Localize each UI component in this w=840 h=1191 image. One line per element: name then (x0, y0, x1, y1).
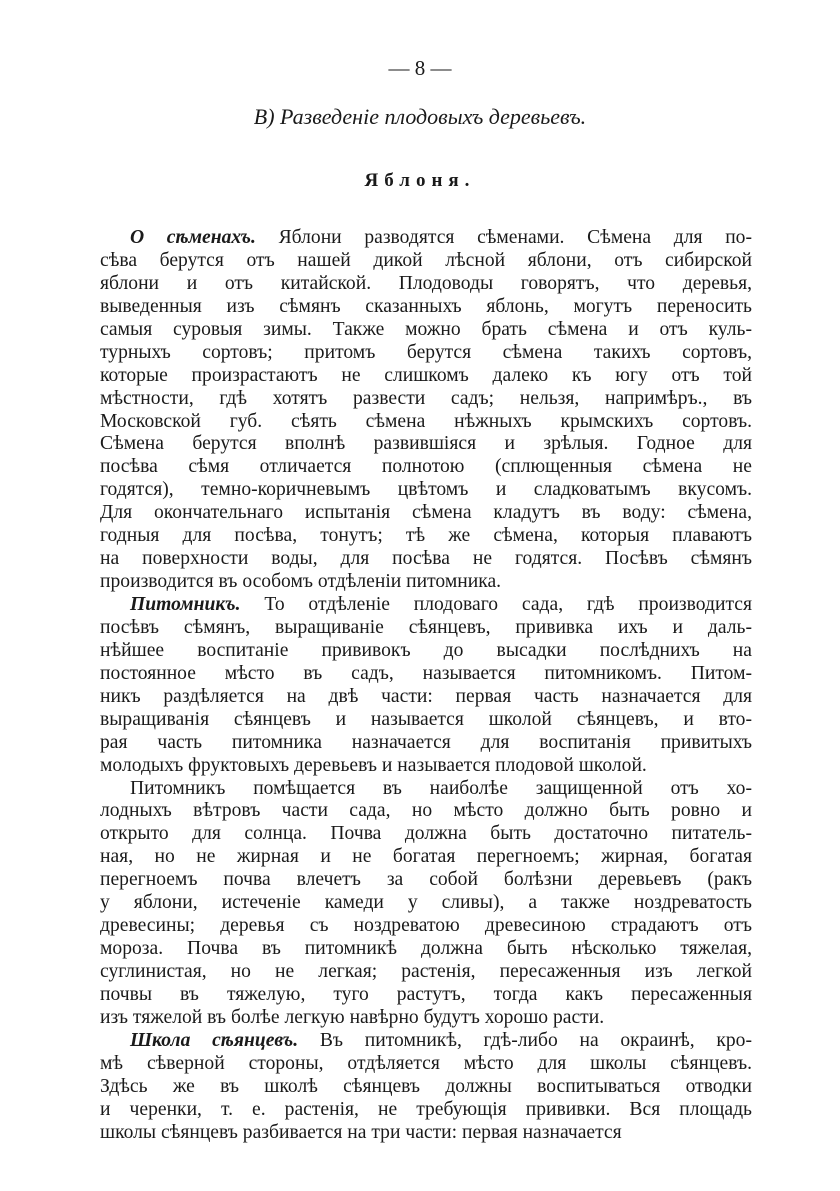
text-line (100, 778, 752, 801)
line-text: мѣ сѣверной стороны, отдѣляется мѣсто для школы сѣянцевъ. (100, 1052, 752, 1074)
line-text: нѣйшее воспитаніе прививокъ до высадки послѣднихъ на (100, 639, 752, 661)
line-text: Для окончательнаго испытанія сѣмена кладутъ въ воду: сѣмена, (100, 502, 752, 524)
section-title: В) Разведеніе плодовыхъ деревьевъ. (253, 104, 587, 129)
text-line (100, 823, 752, 846)
line-text: Сѣмена берутся вполнѣ развившіяся и зрѣлыя. Годное для (100, 433, 752, 455)
text-line (100, 961, 752, 984)
line-text: открыто для солнца. Почва должна быть достаточно питатель- (100, 823, 752, 845)
line-text: рая часть питомника назначается для воспитанія привитыхъ (100, 731, 752, 753)
text-line (100, 433, 752, 456)
text-line (100, 938, 752, 961)
line-text: молодыхъ фруктовыхъ деревьевъ и называется плодовой школой. (100, 754, 647, 776)
text-line (100, 1030, 752, 1053)
line-text: годятся), темно-коричневымъ цвѣтомъ и сладковатымъ вкусомъ. (100, 479, 752, 501)
line-text: древесины; деревья съ ноздреватою древесиною страдаютъ отъ (100, 915, 752, 937)
line-text: перегноемъ почва влечетъ за собой болѣзни деревьевъ (ракъ (100, 869, 752, 891)
text-line (100, 755, 752, 778)
text-line (100, 296, 752, 319)
heading-apple-tree: Яблоня. (364, 170, 476, 191)
paragraph-lead: О сѣменахъ. (130, 227, 256, 248)
text-line (100, 915, 752, 938)
text-line (100, 342, 752, 365)
body-text (100, 227, 752, 1145)
line-text: выращиванія сѣянцевъ и называется школой сѣянцевъ, и вто- (100, 708, 752, 730)
line-text: которые произрастаютъ не слишкомъ далеко къ югу отъ той (100, 364, 752, 386)
line-text: Въ питомникѣ, гдѣ-либо на окраинѣ, кро- (298, 1029, 752, 1051)
line-text: годныя для посѣва, тонутъ; тѣ же сѣмена, которыя плаваютъ (100, 525, 752, 547)
text-line (100, 594, 752, 617)
text-line (100, 686, 752, 709)
paragraph-lead: Питомникъ. (130, 594, 241, 615)
line-text: посѣвъ сѣмянъ, выращиваніе сѣянцевъ, прививка ихъ и даль- (100, 616, 752, 638)
line-text: мѣстности, гдѣ хотятъ развести садъ; нельзя, напримѣръ., въ (100, 387, 752, 409)
line-text: изъ тяжелой въ болѣе легкую навѣрно будутъ хорошо расти. (100, 1006, 605, 1028)
text-line (100, 1007, 752, 1030)
text-line (100, 319, 752, 342)
line-text: То отдѣленіе плодоваго сада, гдѣ производится (240, 594, 752, 615)
text-line (100, 732, 752, 755)
line-text: сѣва берутся отъ нашей дикой лѣсной яблони, отъ сибирской (100, 249, 752, 271)
line-text: постоянное мѣсто въ садъ, называется питомникомъ. Питом- (100, 662, 752, 684)
text-line (100, 984, 752, 1007)
text-line (100, 869, 752, 892)
page-number: — 8 — (388, 56, 452, 80)
text-line (100, 525, 752, 548)
line-text: на поверхности воды, для посѣва не годятся. Посѣвъ сѣмянъ (100, 548, 752, 570)
text-line (100, 502, 752, 525)
text-line (100, 548, 752, 571)
line-text: школы сѣянцевъ разбивается на три части: первая назначается (100, 1121, 622, 1143)
text-line (100, 617, 752, 640)
text-line (100, 846, 752, 869)
text-line (100, 411, 752, 434)
text-line (100, 663, 752, 686)
line-text: яблони и отъ китайской. Плодоводы говорятъ, что деревья, (100, 272, 752, 294)
text-line (100, 800, 752, 823)
text-line (100, 227, 752, 250)
line-text: выведенныя изъ сѣмянъ сказанныхъ яблонь, могутъ переносить (100, 295, 752, 317)
text-line (100, 709, 752, 732)
line-text: почвы въ тяжелую, туго растутъ, тогда какъ пересаженныя (100, 983, 752, 1005)
text-line (100, 640, 752, 663)
line-text: никъ раздѣляется на двѣ части: первая часть назначается для (100, 685, 752, 707)
text-line (100, 456, 752, 479)
line-text: и черенки, т. е. растенія, не требующія прививки. Вся площадь (100, 1098, 752, 1120)
text-line (100, 571, 752, 594)
line-text: лодныхъ вѣтровъ части сада, но мѣсто должно быть ровно и (100, 800, 752, 822)
line-text: суглинистая, но не легкая; растенія, пересаженныя изъ легкой (100, 961, 752, 982)
text-line (100, 273, 752, 296)
line-text: производится въ особомъ отдѣленіи питомника. (100, 571, 502, 593)
text-line (100, 892, 752, 915)
text-line (100, 1076, 752, 1099)
text-line (100, 1099, 752, 1122)
paragraph-lead: Школа сѣянцевъ. (130, 1029, 299, 1051)
text-line (100, 250, 752, 273)
line-text: ная, но не жирная и не богатая перегноемъ; жирная, богатая (100, 846, 752, 868)
line-text: самыя суровыя зимы. Также можно брать сѣмена и отъ куль- (100, 318, 752, 340)
text-line (100, 365, 752, 388)
line-text: Яблони разводятся сѣменами. Сѣмена для по- (255, 227, 752, 248)
line-text: у яблони, истеченіе камеди у сливы), а также ноздреватость (100, 892, 752, 914)
line-text: Московской губ. сѣять сѣмена нѣжныхъ крымскихъ сортовъ. (100, 410, 752, 432)
line-text: мороза. Почва въ питомникѣ должна быть нѣсколько тяжелая, (100, 938, 752, 960)
line-text: Питомникъ помѣщается въ наиболѣе защищенной отъ хо- (130, 777, 752, 799)
text-line (100, 1053, 752, 1076)
line-text: посѣва сѣмя отличается полнотою (сплющенныя сѣмена не (100, 456, 752, 478)
line-text: турныхъ сортовъ; притомъ берутся сѣмена такихъ сортовъ, (100, 341, 752, 363)
text-line (100, 479, 752, 502)
line-text: Здѣсь же въ школѣ сѣянцевъ должны воспитываться отводки (100, 1075, 752, 1097)
text-line (100, 1122, 752, 1145)
text-line (100, 388, 752, 411)
